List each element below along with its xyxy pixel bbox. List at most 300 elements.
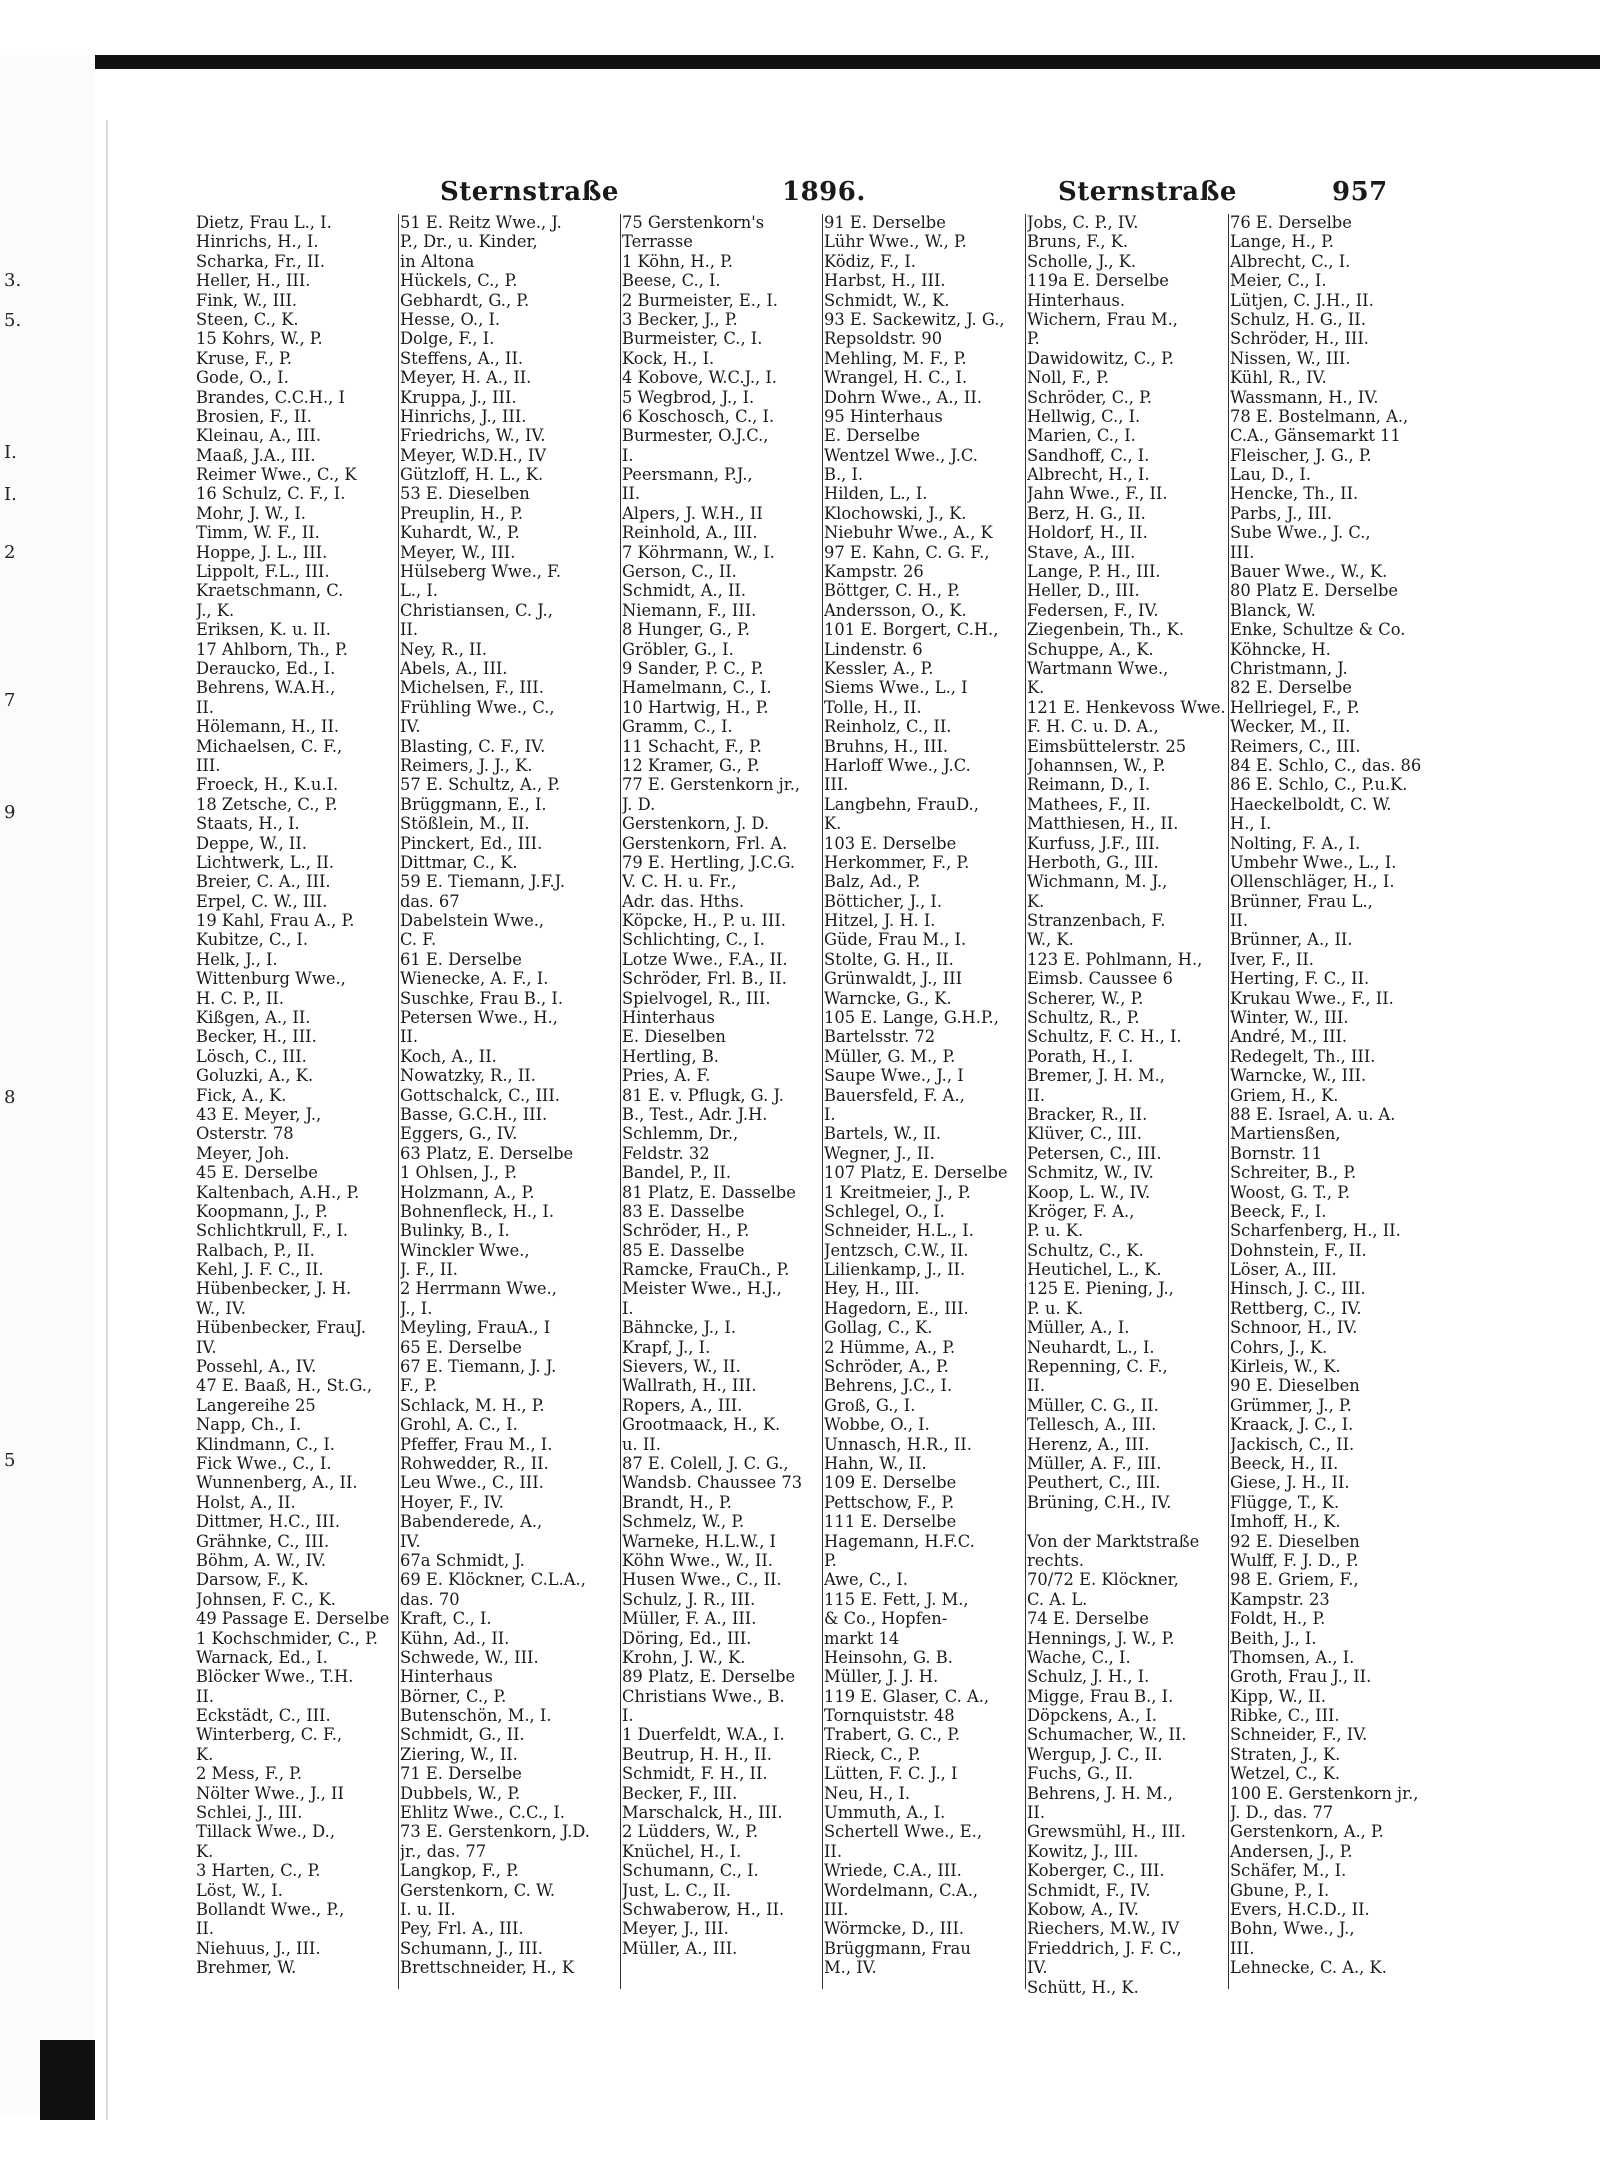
directory-entry: Wergup, J. C., II. [1027, 1744, 1163, 1764]
directory-entry: Hellwig, C., I. [1027, 406, 1141, 426]
directory-entry: Kuhardt, W., P. [400, 523, 520, 543]
directory-entry: 53 E. Dieselben [400, 484, 530, 504]
directory-entry: markt 14 [824, 1628, 900, 1648]
directory-entry: Grähnke, C., III. [196, 1531, 330, 1551]
directory-entry: Redegelt, Th., III. [1230, 1046, 1376, 1066]
directory-entry: Schulz, J. H., I. [1027, 1667, 1150, 1687]
directory-entry: André, M., III. [1230, 1027, 1348, 1047]
directory-entry: 8 Hunger, G., P. [622, 620, 750, 640]
directory-entry: Kehl, J. F. C., II. [196, 1260, 324, 1280]
directory-entry: Schröder, H., P. [622, 1221, 750, 1241]
directory-entry: Schäfer, M., I. [1230, 1861, 1347, 1881]
directory-entry: Herenz, A., III. [1027, 1434, 1150, 1454]
directory-entry: Schultz, C., K. [1027, 1240, 1144, 1260]
directory-entry: Bohnenfleck, H., I. [400, 1201, 555, 1221]
directory-entry: Dawidowitz, C., P. [1027, 348, 1174, 368]
directory-entry: 11 Schacht, F., P. [622, 736, 762, 756]
directory-entry: Ney, R., II. [400, 639, 488, 659]
directory-entry: 45 E. Derselbe [196, 1163, 318, 1183]
directory-entry: 3 Harten, C., P. [196, 1861, 321, 1881]
directory-entry: Lange, H., P. [1230, 232, 1334, 252]
directory-entry: Krapf, J., I. [622, 1337, 711, 1357]
directory-entry: Hinrichs, H., I. [196, 232, 319, 252]
directory-entry: Nissen, W., III. [1230, 348, 1351, 368]
directory-entry: Hinrichs, J., III. [400, 406, 527, 426]
directory-entry: das. 70 [400, 1589, 460, 1609]
directory-entry: Timm, W. F., II. [196, 523, 320, 543]
directory-entry: Federsen, F., IV. [1027, 600, 1159, 620]
directory-entry: Repenning, C. F., [1027, 1357, 1168, 1377]
directory-entry: Langereihe 25 [196, 1395, 316, 1415]
directory-entry: Hübenbecker, J. H. [196, 1279, 352, 1299]
directory-entry: Hinterhaus. [1027, 290, 1126, 310]
directory-entry: Krohn, J. W., K. [622, 1647, 746, 1667]
directory-entry: Schulz, H. G., II. [1230, 309, 1366, 329]
directory-entry: Brehmer, W. [196, 1958, 297, 1978]
directory-entry: Kröger, F. A., [1027, 1201, 1135, 1221]
column-rule [620, 214, 621, 1989]
directory-entry: Holzmann, A., P. [400, 1182, 535, 1202]
directory-entry: 75 Gerstenkorn's [622, 213, 765, 232]
directory-entry: Rettberg, C., IV. [1230, 1298, 1362, 1318]
directory-entry: II. [1027, 1376, 1046, 1396]
directory-entry: Parbs, J., III. [1230, 503, 1333, 523]
margin-mark: 8 [4, 1087, 16, 1108]
directory-entry: Reinholz, C., II. [824, 717, 952, 737]
directory-entry: Blasting, C. F., IV. [400, 736, 546, 756]
directory-entry: Scharfenberg, H., II. [1230, 1221, 1401, 1241]
directory-entry: 123 E. Pohlmann, H., [1027, 949, 1203, 969]
directory-entry: Brünner, A., II. [1230, 930, 1353, 950]
directory-entry: Kleinau, A., III. [196, 426, 321, 446]
directory-entry: P. u. K. [1027, 1221, 1084, 1241]
directory-entry: Schröder, H., III. [1230, 329, 1369, 349]
directory-entry: Lotze Wwe., F.A., II. [622, 949, 788, 969]
directory-entry: Neuhardt, L., I. [1027, 1337, 1155, 1357]
directory-entry: Güde, Frau M., I. [824, 930, 967, 950]
directory-entry: Böttger, C. H., P. [824, 581, 961, 601]
page-number: 957 [1332, 177, 1388, 207]
directory-entry: Gützloff, H. L., K. [400, 465, 544, 485]
directory-entry: Brosien, F., II. [196, 406, 312, 426]
directory-entry: Bruhns, H., III. [824, 736, 949, 756]
directory-entry: Schütt, H., K. [1027, 1977, 1139, 1997]
directory-entry: Dolge, F., I. [400, 329, 495, 349]
directory-entry: V. C. H. u. Fr., [622, 872, 737, 892]
directory-entry: Hahn, W., II. [824, 1454, 927, 1473]
directory-entry: Köhn Wwe., W., II. [622, 1550, 773, 1570]
directory-entry: Ollenschläger, H., I. [1230, 872, 1395, 892]
directory-entry: 5 Wegbrod, J., I. [622, 387, 755, 407]
directory-entry: Hey, H., III. [824, 1279, 920, 1299]
margin-mark: 5 [4, 1450, 16, 1471]
directory-entry: Wordelmann, C.A., [824, 1880, 979, 1900]
directory-entry: Tellesch, A., III. [1027, 1415, 1157, 1435]
directory-entry: Hesse, O., I. [400, 309, 501, 329]
directory-entry: Scholle, J., K. [1027, 251, 1137, 271]
directory-entry: Harbst, H., III. [824, 271, 946, 291]
directory-entry: I. [622, 445, 634, 465]
directory-entry: Osterstr. 78 [196, 1124, 294, 1144]
directory-entry: Nölter Wwe., J., II [196, 1783, 344, 1803]
directory-entry: jr., das. 77 [400, 1841, 487, 1861]
directory-entry: Kühn, Ad., II. [400, 1628, 510, 1648]
directory-entry: Kampstr. 23 [1230, 1589, 1330, 1609]
directory-entry: 101 E. Borgert, C.H., [824, 620, 999, 640]
directory-entry: II. [196, 1919, 215, 1939]
directory-entry: Nolting, F. A., I. [1230, 833, 1361, 853]
directory-entry: Lichtwerk, L., II. [196, 852, 335, 872]
directory-entry: Wegner, J., II. [824, 1143, 935, 1163]
margin-mark: I. [4, 484, 17, 505]
directory-entry: Herboth, G., III. [1027, 852, 1159, 872]
directory-entry: W., IV. [196, 1298, 246, 1318]
directory-entry: Hübenbecker, FrauJ. [196, 1318, 366, 1338]
directory-entry: Müller, J. J. H. [824, 1667, 939, 1687]
directory-entry: Kraack, J. C., I. [1230, 1415, 1354, 1435]
directory-entry: Beeck, H., II. [1230, 1454, 1339, 1473]
directory-entry: 81 Platz, E. Dasselbe [622, 1182, 796, 1202]
directory-entry: Giese, J. H., II. [1230, 1473, 1350, 1493]
directory-entry: Schuppe, A., K. [1027, 639, 1154, 659]
directory-entry: Blöcker Wwe., T.H. [196, 1667, 354, 1687]
directory-entry: Kaltenbach, A.H., P. [196, 1182, 360, 1202]
directory-entry: Klochowski, J., K. [824, 503, 967, 523]
directory-entry: II. [400, 1027, 419, 1047]
directory-entry: Repsoldstr. 90 [824, 329, 943, 349]
directory-entry: Meyer, W., III. [400, 542, 516, 562]
directory-entry: Schmelz, W., P. [622, 1512, 745, 1532]
directory-entry: Deraucko, Ed., I. [196, 658, 336, 678]
directory-entry: Ribke, C., III. [1230, 1706, 1340, 1726]
directory-entry: 1 Kreitmeier, J., P. [824, 1182, 971, 1202]
directory-entry: 95 Hinterhaus [824, 406, 943, 426]
directory-entry: 88 E. Israel, A. u. A. [1230, 1104, 1396, 1124]
directory-entry: Bremer, J. H. M., [1027, 1066, 1165, 1086]
directory-entry: Ropers, A., III. [622, 1395, 743, 1415]
directory-entry: Ralbach, P., II. [196, 1240, 315, 1260]
directory-entry: Petersen, C., III. [1027, 1143, 1162, 1163]
directory-entry: Peuthert, C., III. [1027, 1473, 1161, 1493]
directory-entry: Schmidt, F., IV. [1027, 1880, 1151, 1900]
directory-entry: Behrens, J.C., I. [824, 1376, 953, 1396]
directory-column-1 [196, 213, 396, 1978]
directory-entry: 111 E. Derselbe [824, 1512, 957, 1532]
directory-entry: Jobs, C. P., IV. [1027, 213, 1139, 232]
directory-entry: Dittmar, C., K. [400, 852, 518, 872]
directory-entry: Wittenburg Wwe., [196, 969, 346, 989]
directory-entry: Flügge, T., K. [1230, 1492, 1340, 1512]
directory-entry: Stave, A., III. [1027, 542, 1136, 562]
directory-entry: 84 E. Schlo, C., das. 86 [1230, 755, 1422, 775]
directory-entry: 83 E. Dasselbe [622, 1201, 745, 1221]
directory-entry: Behrens, W.A.H., [196, 678, 336, 698]
directory-entry: Fuchs, G., II. [1027, 1764, 1134, 1784]
directory-entry: Bötticher, J., I. [824, 891, 943, 911]
directory-entry: Stößlein, M., II. [400, 814, 530, 834]
directory-entry: 15 Kohrs, W., P. [196, 329, 323, 349]
directory-entry: 12 Kramer, G., P. [622, 755, 760, 775]
directory-entry: J. F., II. [400, 1260, 458, 1280]
directory-entry: Schmidt, A., II. [622, 581, 747, 601]
directory-entry: Stolte, G. H., II. [824, 949, 954, 969]
directory-entry: Spielvogel, R., III. [622, 988, 771, 1008]
directory-entry: Meister Wwe., H.J., [622, 1279, 782, 1299]
directory-entry: Dohnstein, F., II. [1230, 1240, 1367, 1260]
column-rule [822, 214, 823, 1989]
directory-entry: C. A. L. [1027, 1589, 1088, 1609]
directory-entry: Behrens, J. H. M., [1027, 1783, 1173, 1803]
directory-entry: Gode, O., I. [196, 368, 289, 388]
directory-entry: Becker, F., III. [622, 1783, 738, 1803]
directory-entry [1027, 1512, 1226, 1531]
directory-entry: Beith, J., I. [1230, 1628, 1317, 1648]
directory-entry: 100 E. Gerstenkorn jr., [1230, 1783, 1419, 1803]
directory-entry: Wienecke, A. F., I. [400, 969, 549, 989]
directory-entry: Unnasch, H.R., II. [824, 1434, 972, 1454]
directory-entry: Albrecht, H., I. [1027, 465, 1150, 485]
directory-entry: Kruppa, J., III. [400, 387, 517, 407]
directory-entry: Michelsen, F., III. [400, 678, 544, 698]
directory-entry: Dietz, Frau L., I. [196, 213, 332, 232]
directory-entry: 91 E. Derselbe [824, 213, 946, 232]
directory-entry: Kraft, C., I. [400, 1609, 492, 1629]
directory-entry: Wrangel, H. C., I. [824, 368, 968, 388]
directory-entry: Frieddrich, J. F. C., [1027, 1938, 1182, 1958]
directory-entry: 125 E. Piening, J., [1027, 1279, 1174, 1299]
directory-entry: Just, L. C., II. [622, 1880, 731, 1900]
directory-entry: 71 E. Derselbe [400, 1764, 522, 1784]
directory-entry: L., I. [400, 581, 438, 601]
directory-entry: Maaß, J.A., III. [196, 445, 316, 465]
directory-entry: Albrecht, C., I. [1230, 251, 1351, 271]
directory-entry: Schultz, R., P. [1027, 1008, 1140, 1028]
directory-entry: 67 E. Tiemann, J. J. [400, 1357, 557, 1377]
directory-entry: Gbune, P., I. [1230, 1880, 1330, 1900]
directory-entry: 82 E. Derselbe [1230, 678, 1352, 698]
header-left-street: Sternstraße [440, 177, 619, 207]
directory-entry: I. u. II. [400, 1899, 456, 1919]
directory-entry: Groß, G., I. [824, 1395, 916, 1415]
directory-entry: Gollag, C., K. [824, 1318, 933, 1338]
directory-entry: Preuplin, H., P. [400, 503, 524, 523]
directory-entry: Eckstädt, C., III. [196, 1706, 331, 1726]
directory-entry: J. D. [622, 794, 656, 814]
directory-entry: B., Test., Adr. J.H. [622, 1104, 768, 1124]
directory-entry: Klüver, C., III. [1027, 1124, 1142, 1144]
directory-entry: Löst, W., I. [196, 1880, 283, 1900]
directory-entry: 7 Köhrmann, W., I. [622, 542, 775, 562]
directory-entry: Wulff, F. J. D., P. [1230, 1550, 1359, 1570]
directory-entry: P. u. K. [1027, 1298, 1084, 1318]
directory-entry: Gottschalck, C., III. [400, 1085, 560, 1105]
directory-entry: Wörmcke, D., III. [824, 1919, 965, 1939]
directory-entry: I. [824, 1104, 836, 1124]
directory-entry: 51 E. Reitz Wwe., J. [400, 213, 562, 232]
directory-entry: Hamelmann, C., I. [622, 678, 772, 698]
directory-entry: Iver, F., II. [1230, 949, 1314, 969]
directory-entry: Dubbels, W., P. [400, 1783, 521, 1803]
directory-entry: & Co., Hopfen- [824, 1609, 948, 1629]
directory-entry: Hölemann, H., II. [196, 717, 340, 737]
directory-entry: 16 Schulz, C. F., I. [196, 484, 346, 504]
directory-column-4 [824, 213, 1023, 1978]
directory-entry: Schultz, F. C. H., I. [1027, 1027, 1182, 1047]
directory-entry: Bruns, F., K. [1027, 232, 1129, 252]
directory-entry: Jahn Wwe., F., II. [1027, 484, 1168, 504]
directory-entry: Rohwedder, R., II. [400, 1454, 549, 1473]
directory-entry: Schmidt, F. H., II. [622, 1764, 768, 1784]
column-rule [398, 214, 399, 1989]
directory-entry: Matthiesen, H., II. [1027, 814, 1179, 834]
directory-entry: Heutichel, L., K. [1027, 1260, 1162, 1280]
directory-entry: Klindmann, C., I. [196, 1434, 335, 1454]
directory-entry: Schmidt, W., K. [824, 290, 950, 310]
directory-entry: Darsow, F., K. [196, 1570, 309, 1590]
directory-entry: Köhncke, H. [1230, 639, 1331, 659]
directory-entry: Alpers, J. W.H., II [622, 503, 763, 523]
directory-entry: Heller, H., III. [196, 271, 311, 291]
directory-entry: 78 E. Bostelmann, A., [1230, 406, 1409, 426]
directory-entry: Von der Marktstraße [1027, 1531, 1200, 1551]
directory-entry: Babenderede, A., [400, 1512, 543, 1532]
directory-entry: Wallrath, H., III. [622, 1376, 757, 1396]
directory-entry: Thomsen, A., I. [1230, 1647, 1355, 1667]
directory-entry: Knüchel, H., I. [622, 1841, 742, 1861]
directory-entry: 86 E. Schlo, C., P.u.K. [1230, 775, 1408, 795]
directory-entry: W., K. [1027, 930, 1074, 950]
margin-mark: 9 [4, 802, 16, 823]
directory-entry: Gerstenkorn, J. D. [622, 814, 769, 834]
directory-entry: Müller, G. M., P. [824, 1046, 956, 1066]
directory-entry: 2 Herrmann Wwe., [400, 1279, 557, 1299]
directory-entry: Grewsmühl, H., III. [1027, 1822, 1186, 1842]
directory-entry: 119a E. Derselbe [1027, 271, 1169, 291]
directory-entry: Marschalck, H., III. [622, 1803, 783, 1823]
directory-entry: Koberger, C., III. [1027, 1861, 1165, 1881]
directory-entry: Trabert, G. C., P. [824, 1725, 961, 1745]
directory-entry: Gerstenkorn, Frl. A. [622, 833, 788, 853]
directory-entry: Hinterhaus [622, 1008, 715, 1028]
directory-entry: Mathees, F., II. [1027, 794, 1151, 814]
directory-entry: Schlack, M. H., P. [400, 1395, 545, 1415]
directory-entry: B., I. [824, 465, 864, 485]
directory-entry: Umbehr Wwe., L., I. [1230, 852, 1397, 872]
directory-entry: Lütten, F. C. J., I [824, 1764, 958, 1784]
directory-entry: Brandes, C.C.H., I [196, 387, 345, 407]
directory-entry: Wassmann, H., IV. [1230, 387, 1379, 407]
directory-entry: u. II. [622, 1434, 661, 1454]
directory-entry: Hoyer, F., IV. [400, 1492, 504, 1512]
directory-entry: Winterberg, C. F., [196, 1725, 343, 1745]
directory-entry: 115 E. Fett, J. M., [824, 1589, 969, 1609]
directory-entry: Goluzki, A., K. [196, 1066, 314, 1086]
directory-entry: Schmidt, G., II. [400, 1725, 525, 1745]
directory-entry: Niebuhr Wwe., A., K [824, 523, 993, 543]
directory-entry: Steffens, A., II. [400, 348, 524, 368]
directory-entry: Terrasse [622, 232, 693, 252]
directory-entry: Hencke, Th., II. [1230, 484, 1359, 504]
directory-entry: Eriksen, K. u. II. [196, 620, 331, 640]
column-rule [1025, 214, 1026, 1989]
directory-entry: Helk, J., I. [196, 949, 278, 969]
directory-entry: rechts. [1027, 1550, 1085, 1570]
directory-entry: Enke, Schultze & Co. [1230, 620, 1406, 640]
directory-entry: Blanck, W. [1230, 600, 1316, 620]
directory-entry: Grohl, A. C., I. [400, 1415, 518, 1435]
directory-entry: Bulinky, B., I. [400, 1221, 510, 1241]
directory-entry: Marien, C., I. [1027, 426, 1136, 446]
directory-entry: Reinhold, A., III. [622, 523, 758, 543]
directory-entry: Döring, Ed., III. [622, 1628, 752, 1648]
directory-entry: F., P. [400, 1376, 438, 1396]
directory-entry: Koch, A., II. [400, 1046, 497, 1066]
directory-entry: Sandhoff, C., I. [1027, 445, 1150, 465]
directory-entry: III. [196, 755, 221, 775]
directory-entry: Christiansen, C. J., [400, 600, 553, 620]
directory-entry: Herkommer, F., P. [824, 852, 970, 872]
directory-entry: das. 67 [400, 891, 460, 911]
directory-entry: III. [824, 775, 849, 795]
directory-entry: Hertling, B. [622, 1046, 719, 1066]
directory-entry: Bracker, R., II. [1027, 1104, 1148, 1124]
directory-entry: II. [1027, 1803, 1046, 1823]
directory-entry: Stranzenbach, F. [1027, 911, 1166, 931]
directory-entry: 105 E. Lange, G.H.P., [824, 1008, 999, 1028]
directory-entry: Leu Wwe., C., III. [400, 1473, 544, 1493]
directory-entry: Nowatzky, R., II. [400, 1066, 536, 1086]
directory-entry: Peersmann, P.J., [622, 465, 753, 485]
directory-entry: H., I. [1230, 814, 1272, 834]
directory-entry: 2 Lüdders, W., P. [622, 1822, 759, 1842]
directory-entry: Tornquiststr. 48 [824, 1706, 955, 1726]
directory-entry: II. [400, 620, 419, 640]
directory-entry: Langbehn, FrauD., [824, 794, 979, 814]
directory-entry: Kirleis, W., K. [1230, 1357, 1341, 1377]
directory-entry: Eimsbüttelerstr. 25 [1027, 736, 1187, 756]
directory-entry: Groth, Frau J., II. [1230, 1667, 1372, 1687]
directory-entry: Warncke, W., III. [1230, 1066, 1367, 1086]
directory-entry: Tolle, H., II. [824, 697, 922, 717]
directory-entry: IV. [400, 717, 421, 737]
directory-entry: Krukau Wwe., F., II. [1230, 988, 1394, 1008]
directory-entry: Wartmann Wwe., [1027, 658, 1169, 678]
directory-entry: Frühling Wwe., C., [400, 697, 555, 717]
directory-entry: II. [1230, 911, 1249, 931]
directory-entry: Lösch, C., III. [196, 1046, 307, 1066]
directory-entry: 89 Platz, E. Derselbe [622, 1667, 796, 1687]
directory-entry: Niemann, F., III. [622, 600, 757, 620]
directory-entry: Migge, Frau B., I. [1027, 1686, 1174, 1706]
directory-entry: Grünwaldt, J., III [824, 969, 963, 989]
directory-entry: Heller, D., III. [1027, 581, 1140, 601]
directory-entry: Kock, H., I. [622, 348, 715, 368]
directory-entry: Hennings, J. W., P. [1027, 1628, 1175, 1648]
directory-entry: Hinsch, J. C., III. [1230, 1279, 1366, 1299]
directory-entry: Balz, Ad., P. [824, 872, 921, 892]
directory-entry: 74 E. Derselbe [1027, 1609, 1149, 1629]
directory-entry: Schneider, H.L., I. [824, 1221, 974, 1241]
directory-column-3 [622, 213, 820, 1958]
column-rule [1228, 214, 1229, 1989]
directory-entry: Reimann, D., I. [1027, 775, 1151, 795]
directory-entry: Müller, A., I. [1027, 1318, 1130, 1338]
directory-entry: 81 E. v. Pflugk, G. J. [622, 1085, 784, 1105]
directory-entry: F. H. C. u. D. A., [1027, 717, 1159, 737]
directory-entry: 65 E. Derselbe [400, 1337, 522, 1357]
directory-entry: 77 E. Gerstenkorn jr., [622, 775, 801, 795]
directory-entry: Ziegenbein, Th., K. [1027, 620, 1185, 640]
